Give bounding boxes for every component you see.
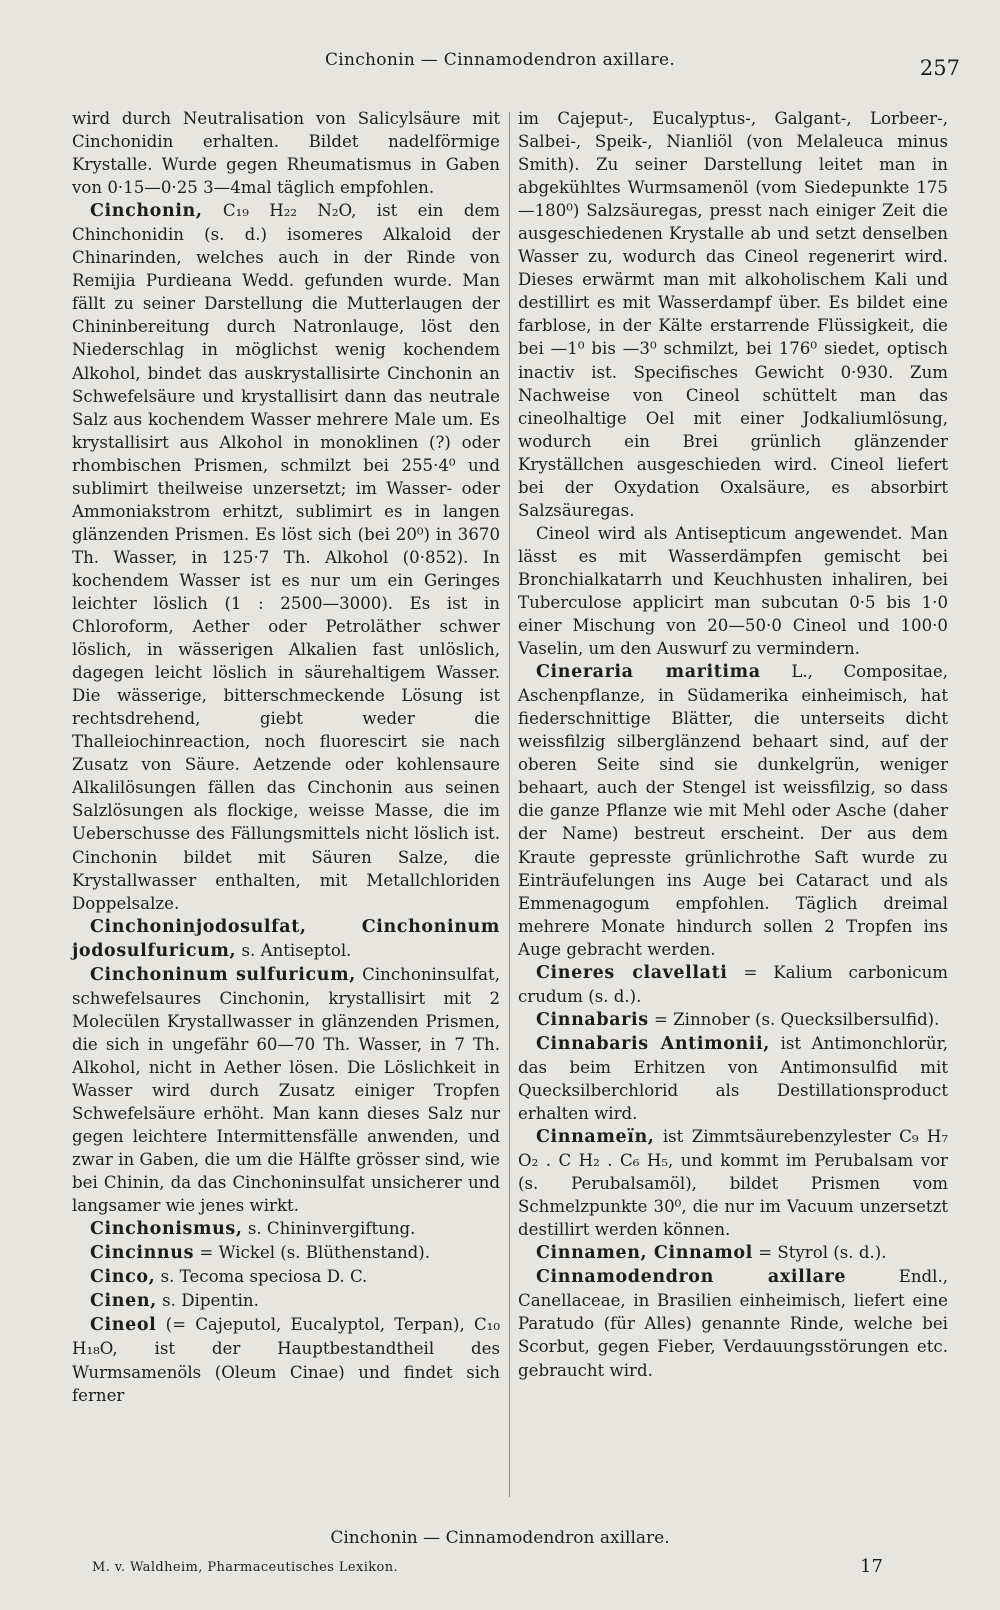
entry [518, 1125, 948, 1241]
entry-headword: Cineres clavellati [536, 962, 728, 983]
entry [72, 1265, 500, 1289]
right-column [518, 107, 948, 1382]
footer-signature: 17 [860, 1556, 883, 1577]
entry-headword: Cinchonin, [90, 201, 203, 222]
entry-text: s. Tecoma speciosa D. C. [160, 1267, 368, 1287]
entry-headword: Cinen, [90, 1291, 157, 1312]
entry-text: = Kalium carbonicum crudum (s. d.). [518, 962, 948, 1006]
running-head: Cinchonin — Cinnamodendron axillare. [324, 50, 676, 70]
entry-headword: Cinnamodendron axillare [536, 1267, 847, 1288]
entry-text: s. Chininvergiftung. [247, 1219, 416, 1239]
entry [518, 1265, 948, 1381]
entry-text: Cinchoninsulfat, schwefelsaures Cinchonin, krystallisirt mit 2 Molecülen Krystallwasser in glänzenden Prismen, die sich in ungefähr 60—70 Th. Wasser, in 7 Th. Alkohol, nicht in Aether lösen. Die Löslichkeit in Wasser wird durch Zusatz einiger Tropfen Schwefelsäure erhöht. Man kann dieses Salz nur gegen leichtere Intermittensfälle anwenden, und zwar in Gaben, die um die Hälfte grösser sind, wie bei Chinin, da das Cinchoninsulfat unsicherer und langsamer wie jenes wirkt. [72, 964, 500, 1216]
entry-text: Endl., Canellaceae, in Brasilien einheimisch, liefert eine Paratudo (für Alles) genannte Rinde, welche bei Scorbut, gegen Fieber, Verdauungsstörungen etc. gebraucht wird. [518, 1267, 948, 1380]
entry [72, 915, 500, 963]
footer-title: Cinchonin — Cinnamodendron axillare. [330, 1528, 670, 1548]
entry [518, 107, 948, 522]
entry-headword: Cinchoninjodosulfat, Cinchoninum jodosulfuricum, [72, 916, 500, 961]
entry-headword: Cincinnus [90, 1243, 195, 1264]
entry-text: = Styrol (s. d.). [758, 1243, 887, 1263]
entry-headword: Cinnamen, Cinnamol [536, 1243, 753, 1264]
entry-text: = Wickel (s. Blüthenstand). [199, 1243, 431, 1263]
entry-headword: Cinnameïn, [536, 1127, 655, 1148]
entry-headword: Cineraria maritima [536, 662, 761, 683]
entry-text: C₁₉ H₂₂ N₂O, ist ein dem Chinchonidin (s. d.) isomeres Alkaloid der Chinarinden, welches auch in der Rinde von Remijia Purdieana Wedd. gefunden wurde. Man fällt zu seiner Darstellung die Mutterlaugen der Chininbereitung durch Natronlauge, löst den Niederschlag in möglichst wenig kochendem Alkohol, bindet das auskrystallisirte Cinchonin an Schwefelsäure und krystallisirt dann das neutrale Salz aus kochendem Wasser mehrere Male um. Es krystallisirt aus Alkohol in monoklinen (?) oder rhombischen Prismen, schmilzt bei 255·4⁰ und sublimirt theilweise unzersetzt; im Wasser- oder Ammoniakstrom erhitzt, sublimirt es in langen glänzenden Prismen. Es löst sich (bei 20⁰) in 3670 Th. Wasser, in 125·7 Th. Alkohol (0·852). In kochendem Wasser ist es nur um ein Geringes leichter löslich (1 : 2500—3000). Es ist in Chloroform, Aether oder Petroläther schwer löslich, in wässerigen Alkalien fast unlöslich, dagegen leicht löslich in säurehaltigem Wasser. Die wässerige, bitterschmeckende Lösung ist rechtsdrehend, giebt weder die Thalleiochinreaction, noch fluorescirt sie nach Zusatz von Säure. Aetzende oder kohlensaure Alkalilösungen fällen das Cinchonin aus seinen Salzlösungen als flockige, weisse Masse, die im Ueberschusse des Fällungsmittels nicht löslich ist. Cinchonin bildet mit Säuren Salze, die Krystallwasser enthalten, mit Metallchloriden Doppelsalze. [72, 201, 500, 913]
entry-text: ist Antimonchlorür, das beim Erhitzen von Antimonsulfid mit Quecksilberchlorid als Destillationsproduct erhalten wird. [518, 1033, 949, 1124]
entry-text: = Zinnober (s. Quecksilbersulfid). [653, 1009, 940, 1029]
entry [518, 522, 948, 660]
entry-text: Cineol wird als Antisepticum angewendet. Man lässt es mit Wasserdämpfen gemischt bei Bronchialkatarrh und Keuchhusten inhaliren, bei Tuberculose applicirt man subcutan 0·5 bis 1·0 einer Mischung von 20—50·0 Cineol und 100·0 Vaselin, um den Auswurf zu vermindern. [518, 523, 948, 659]
entry [72, 107, 500, 199]
entry [72, 1313, 500, 1406]
entry [72, 1289, 500, 1313]
entry [72, 199, 500, 914]
entry-text: L., Compositae, Aschenpflanze, in Südamerika einheimisch, hat fiederschnittige Blätter, die unterseits dicht weissfilzig silberglänzend behaart sind, auf der oberen Seite sind sie dunkelgrün, weniger behaart, auch der Stengel ist weissfilzig, so dass die ganze Pflanze wie mit Mehl oder Asche (daher der Name) bestreut erscheint. Der aus dem Kraute gepresste grünlichrothe Saft wurde zu Einträufelungen ins Auge bei Cataract und als Emmenagogum empfohlen. Täglich dreimal mehrere Monate hindurch sollen 2 Tropfen ins Auge gebracht werden. [518, 662, 949, 959]
entry [518, 1008, 948, 1032]
left-column [72, 107, 500, 1407]
entry [72, 963, 500, 1218]
entry [72, 1217, 500, 1241]
page-number: 257 [919, 56, 960, 80]
footer-imprint: M. v. Waldheim, Pharmaceutisches Lexikon. [92, 1560, 399, 1575]
entry-text: (= Cajeputol, Eucalyptol, Terpan), C₁₀ H₁₈O, ist der Hauptbestandtheil des Wurmsamenöls (Oleum Cinae) und findet sich ferner [72, 1315, 500, 1405]
entry-text: ist Zimmtsäurebenzylester C₉ H₇ O₂ . C H₂ . C₆ H₅, und kommt im Perubalsam vor (s. Perubalsamöl), bildet Prismen vom Schmelzpunkte 30⁰, die nur im Vacuum unzersetzt destillirt werden können. [518, 1127, 948, 1240]
column-divider [509, 112, 510, 1497]
entry [518, 961, 948, 1008]
entry-headword: Cinchonismus, [90, 1219, 243, 1240]
entry-headword: Cinnabaris [536, 1009, 649, 1030]
entry-headword: Cinchoninum sulfuricum, [90, 964, 356, 985]
entry [518, 1032, 948, 1125]
entry-text: s. Dipentin. [162, 1291, 259, 1311]
entry-headword: Cinco, [90, 1267, 156, 1288]
entry-text: wird durch Neutralisation von Salicylsäure mit Cinchonidin erhalten. Bildet nadelförmige Krystalle. Wurde gegen Rheumatismus in Gaben von 0·15—0·25 3—4mal täglich empfohlen. [72, 109, 500, 198]
entry [518, 1241, 948, 1265]
entry-text: s. Antiseptol. [241, 940, 352, 960]
entry-text: im Cajeput-, Eucalyptus-, Galgant-, Lorbeer-, Salbei-, Speik-, Nianliöl (von Melaleuca minus Smith). Zu seiner Darstellung leitet man in abgekühltes Wurmsamenöl (vom Siedepunkte 175—180⁰) Salzsäuregas, presst nach einiger Zeit die ausgeschiedenen Krystalle ab und setzt denselben Wasser zu, wodurch das Cineol regenerirt wird. Dieses erwärmt man mit alkoholischem Kali und destillirt es mit Wasserdampf über. Es bildet eine farblose, in der Kälte erstarrende Flüssigkeit, die bei —1⁰ bis —3⁰ schmilzt, bei 176⁰ siedet, optisch inactiv ist. Specifisches Gewicht 0·930. Zum Nachweise von Cineol schüttelt man das cineolhaltige Oel mit einer Jodkaliumlösung, wodurch ein Brei grünlich glänzender Kryställchen ausgeschieden wird. Cineol liefert bei der Oxydation Oxalsäure, es absorbirt Salzsäuregas. [518, 109, 948, 520]
entry [518, 660, 948, 961]
entry [72, 1241, 500, 1265]
entry-headword: Cineol [90, 1315, 157, 1336]
entry-headword: Cinnabaris Antimonii, [536, 1033, 770, 1054]
